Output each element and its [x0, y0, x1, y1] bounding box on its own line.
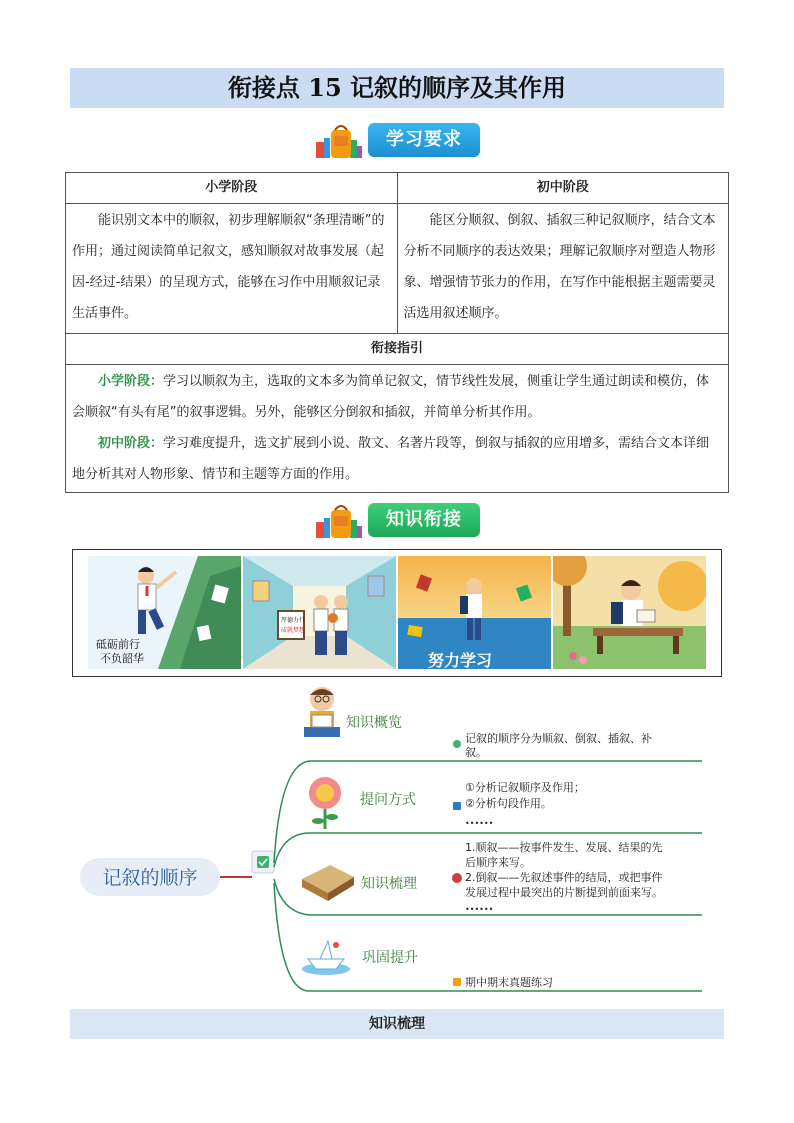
table-header-junior: 初中阶段 — [397, 173, 729, 204]
page-title: 衔接点 15 记叙的顺序及其作用 — [70, 68, 724, 108]
branch-text-summary-4: 发展过程中最突出的片断提到前面来写。 — [465, 886, 663, 899]
requirements-table — [65, 172, 729, 493]
info-circle-icon — [453, 740, 461, 748]
branch-title-overview: 知识概览 — [346, 715, 402, 731]
paper-boat-icon — [302, 941, 350, 975]
book-icon — [302, 861, 354, 901]
table-cell-junior: 能区分顺叙、倒叙、插叙三种记叙顺序，结合文本分析不同顺序的表达效果；理解记叙顺序对塑造人物形象、增强情节张力的作用，在写作中能根据主题需要灵活选用叙述顺序。 — [397, 204, 729, 334]
branch-text-overview-2: 叙。 — [465, 746, 487, 759]
section-heading-connection — [314, 500, 484, 540]
branch-question-types — [309, 777, 585, 829]
star-icon — [452, 873, 462, 883]
section-label-requirements: 学习要求 — [368, 123, 480, 157]
illustration-strip — [72, 549, 722, 677]
flower-icon — [309, 777, 341, 829]
branch-text-overview-1: 记叙的顺序分为顺叙、倒叙、插叙、补 — [465, 732, 652, 745]
mind-map — [80, 683, 710, 995]
note-icon — [453, 978, 461, 986]
branch-title-questions: 提问方式 — [360, 792, 416, 808]
branch-title-summary: 知识梳理 — [361, 876, 417, 892]
section-label-connection: 知识衔接 — [368, 503, 480, 537]
branch-text-questions-2: ②分析句段作用。 — [465, 797, 552, 810]
table-header-guide: 衔接指引 — [66, 334, 729, 365]
branch-text-summary-1: 1.顺叙——按事件发生、发展、结果的先 — [465, 841, 663, 854]
guide-paragraph-junior: 初中阶段：学习难度提升，选文扩展到小说、散文、名著片段等，倒叙与插叙的应用增多，需结合文本详细地分析其对人物形象、情节和主题等方面的作用。 — [72, 436, 710, 482]
branch-knowledge-summary — [302, 840, 663, 914]
backpack-books-icon — [314, 120, 364, 160]
illustration-reading-student — [553, 556, 706, 669]
branch-text-consolidation-1: 期中期末真题练习 — [465, 976, 553, 989]
check-icon — [257, 856, 269, 868]
branch-consolidation — [302, 941, 553, 989]
branch-text-summary-2: 后顺序来写。 — [465, 856, 531, 869]
sign-line-2: 成就梦想 — [281, 627, 306, 634]
branch-text-summary-3: 2.倒叙——先叙述事件的结局，或把事件 — [465, 871, 663, 884]
branch-title-consolidation: 巩固提升 — [362, 950, 418, 966]
section-heading-requirements — [314, 120, 484, 160]
reading-child-icon — [304, 687, 340, 737]
caption-line-2: 不负韶华 — [100, 652, 144, 665]
section-heading-knowledge-summary: 知识梳理 — [70, 1009, 724, 1039]
table-cell-guide — [66, 365, 729, 493]
branch-text-questions-3: •••••• — [465, 819, 494, 828]
user-icon — [453, 802, 461, 810]
branch-text-summary-5: •••••• — [465, 905, 494, 914]
branch-text-questions-1: ①分析记叙顺序及作用； — [465, 781, 585, 794]
illustration-hallway-students — [243, 556, 396, 669]
mindmap-center-label: 记叙的顺序 — [102, 867, 198, 889]
branch-overview — [304, 687, 652, 759]
guide-paragraph-primary: 小学阶段：学习以顺叙为主，选取的文本多为简单记叙文，情节线性发展，侧重让学生通过朗读和模仿，体会顺叙“有头有尾”的叙事逻辑。另外，能够区分倒叙和插叙，并简单分析其作用。 — [72, 374, 710, 420]
sign-line-1: 厚德力行 — [281, 617, 306, 624]
table-header-primary: 小学阶段 — [66, 173, 398, 204]
caption-work-hard: 努力学习 — [428, 651, 493, 669]
table-cell-primary: 能识别文本中的顺叙，初步理解顺叙“条理清晰”的作用；通过阅读简单记叙文，感知顺叙对故事发展（起因-经过-结果）的呈现方式，能够在习作中用顺叙记录生活事件。 — [66, 204, 398, 334]
backpack-books-icon — [314, 500, 364, 540]
caption-line-1: 砥砺前行 — [96, 638, 140, 651]
illustration-sunset-student — [398, 556, 551, 669]
illustration-climbing-student — [88, 556, 241, 669]
